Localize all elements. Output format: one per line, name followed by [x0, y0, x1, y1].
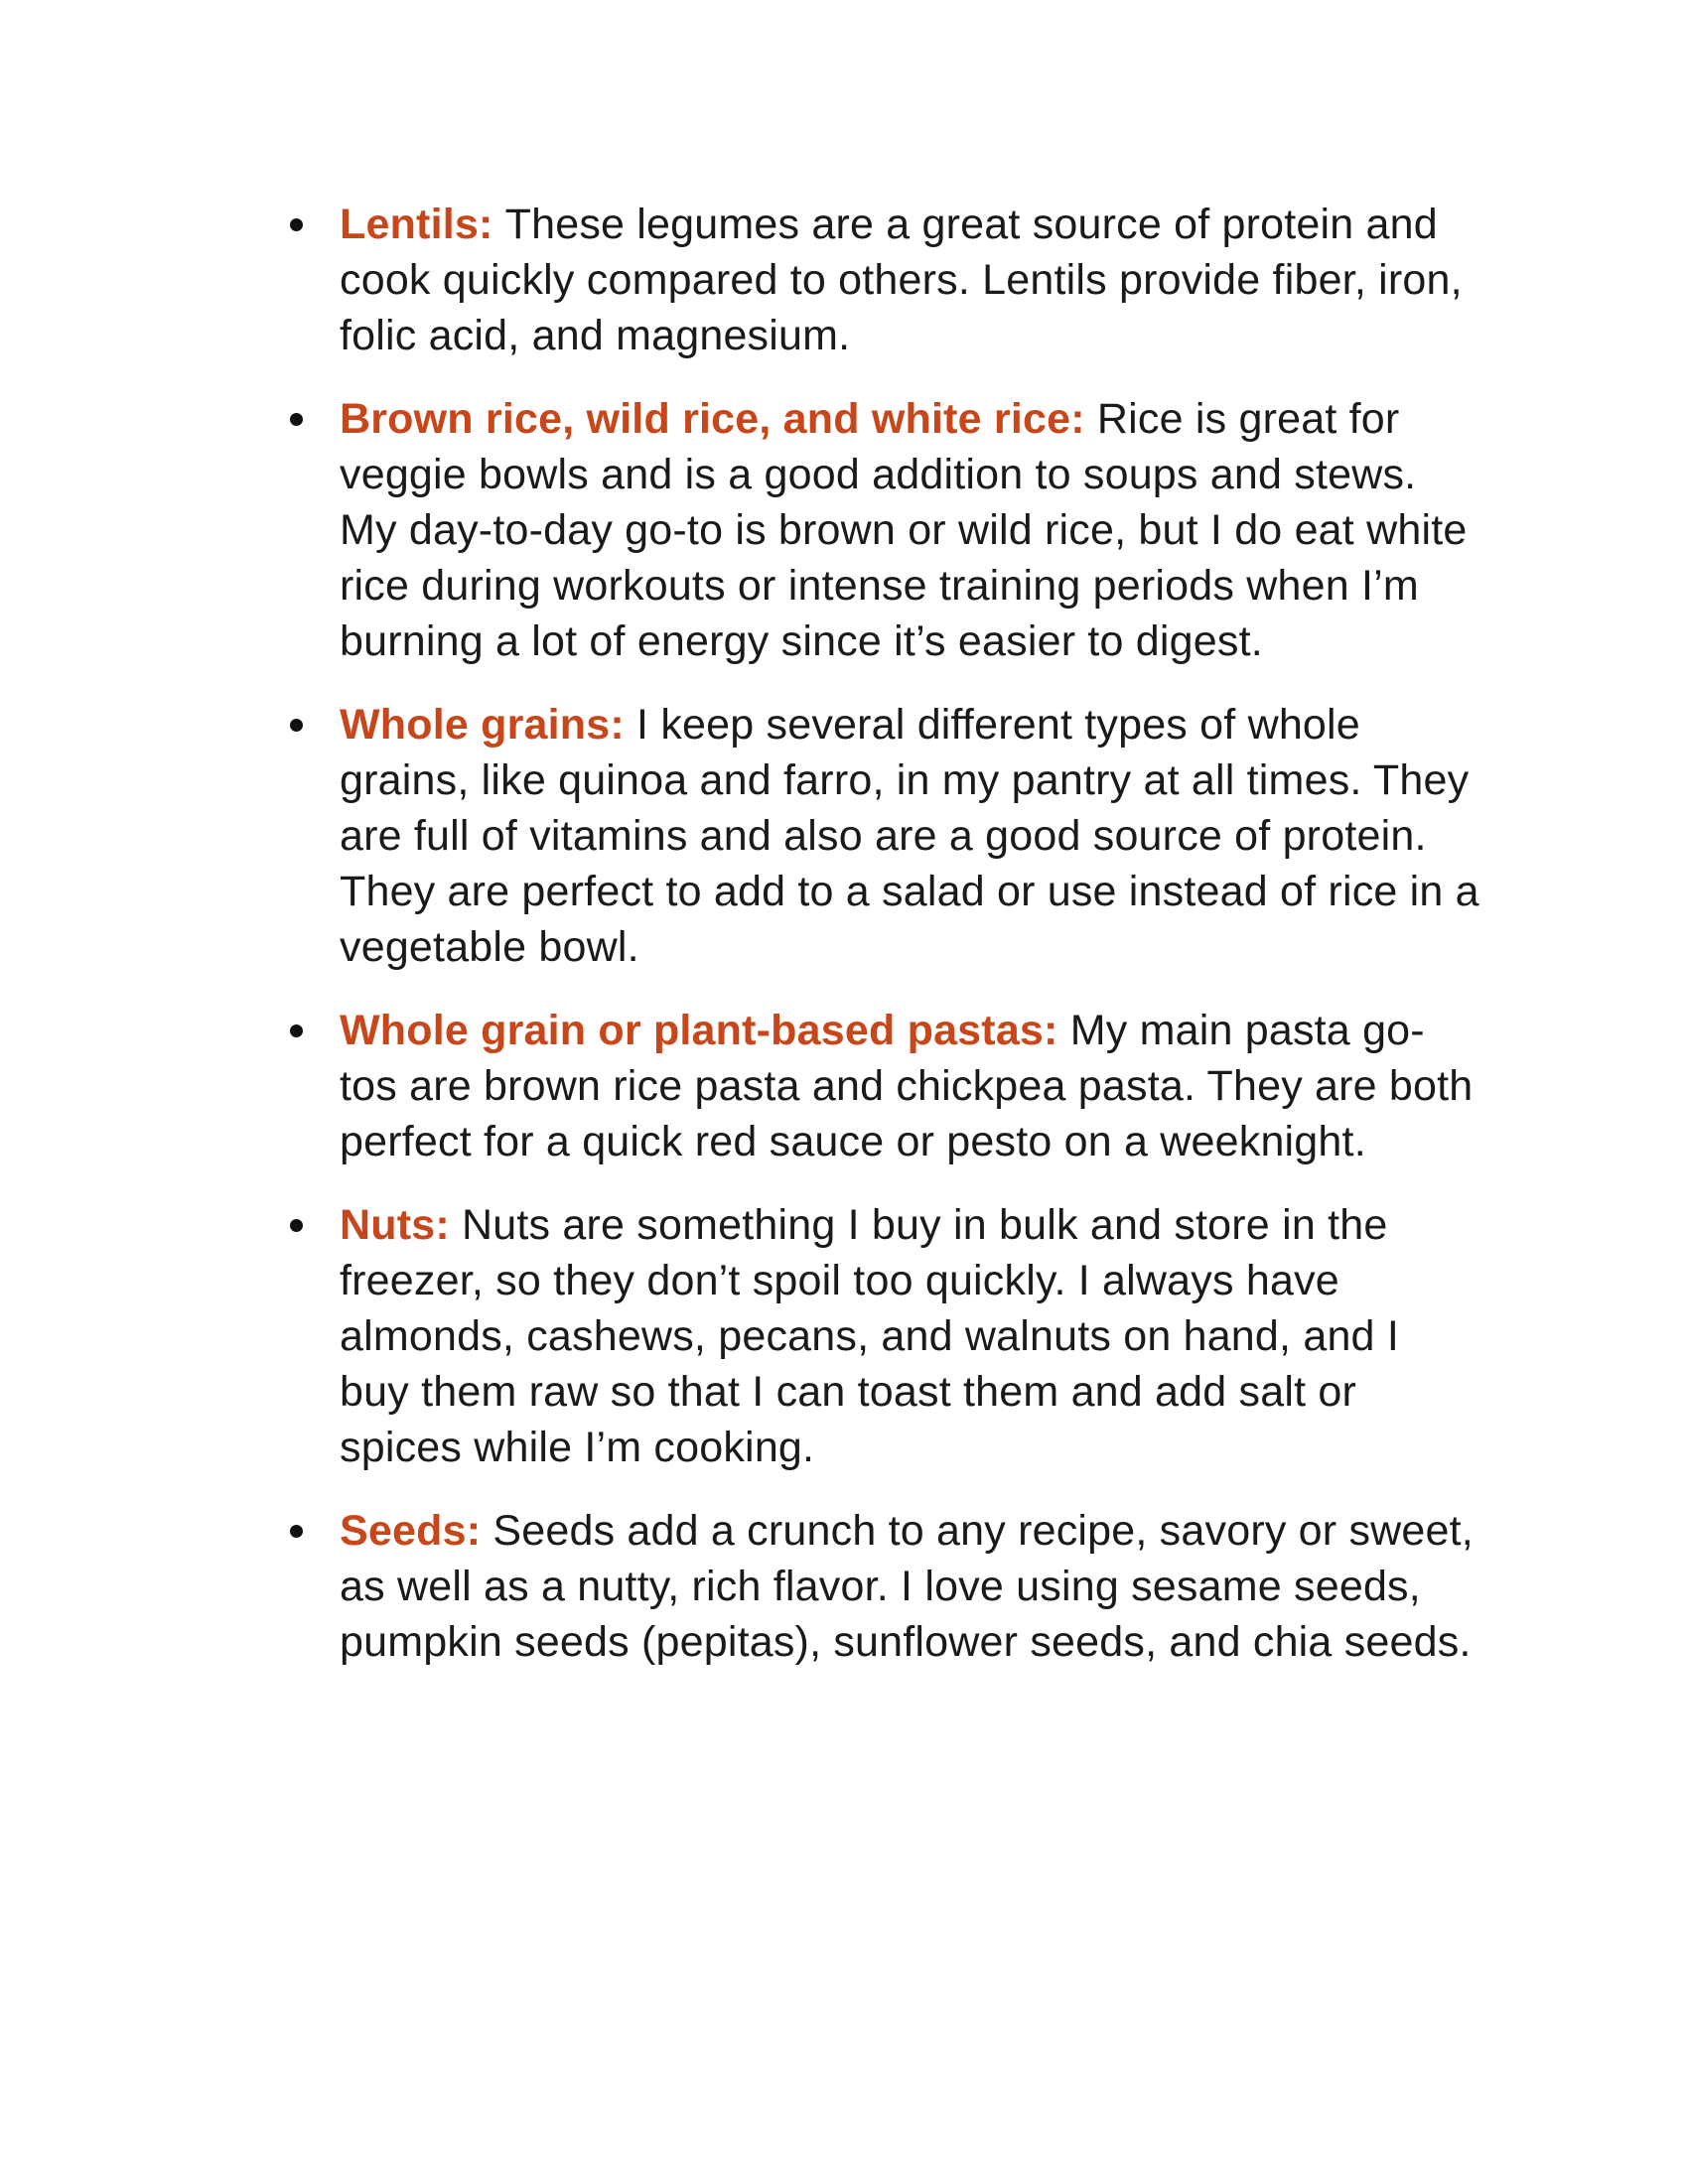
item-description: I keep several different types of whole grains, like quinoa and farro, in my pantry at all times. They are full of vitamins and also are a good source of protein. They are perfect to add to a salad or use instead of rice in a vegetable bowl. — [340, 701, 1479, 971]
bullet-icon — [290, 719, 303, 732]
item-description: Rice is great for veggie bowls and is a good addition to soups and stews. My day-to-day go-to is brown or wild rice, but I do eat white rice during workouts or intense training periods when I’m burning a lot of energy since it’s easier to digest. — [340, 395, 1468, 665]
bullet-icon — [290, 413, 303, 426]
item-description: My main pasta go-tos are brown rice pasta and chickpea pasta. They are both perfect for a quick red sauce or pesto on a weeknight. — [340, 1007, 1474, 1165]
item-description: Seeds add a crunch to any recipe, savory or sweet, as well as a nutty, rich flavor. I love using sesame seeds, pumpkin seeds (pepitas), sunflower seeds, and chia seeds. — [340, 1507, 1474, 1666]
item-term: Whole grain or plant-based pastas: — [340, 1007, 1070, 1054]
item-term: Whole grains: — [340, 701, 637, 749]
list-item — [288, 1503, 1479, 1670]
list-item — [288, 197, 1479, 363]
bullet-icon — [290, 1219, 303, 1232]
item-description: These legumes are a great source of protein and cook quickly compared to others. Lentils provide fiber, iron, folic acid, and magnesium. — [340, 201, 1463, 359]
item-term: Lentils: — [340, 201, 505, 248]
bullet-icon — [290, 1525, 303, 1538]
item-term: Nuts: — [340, 1201, 463, 1249]
list-item — [288, 697, 1479, 975]
item-description: Nuts are something I buy in bulk and store in the freezer, so they don’t spoil too quickly. I always have almonds, cashews, pecans, and walnuts on hand, and I buy them raw so that I can toast them and add salt or spices while I’m cooking. — [340, 1201, 1399, 1471]
pantry-staples-list — [288, 197, 1479, 1698]
item-term: Brown rice, wild rice, and white rice: — [340, 395, 1097, 443]
list-item — [288, 391, 1479, 669]
list-item — [288, 1197, 1479, 1475]
list-item — [288, 1003, 1479, 1169]
bullet-icon — [290, 1024, 303, 1037]
item-term: Seeds: — [340, 1507, 493, 1555]
bullet-icon — [290, 218, 303, 231]
